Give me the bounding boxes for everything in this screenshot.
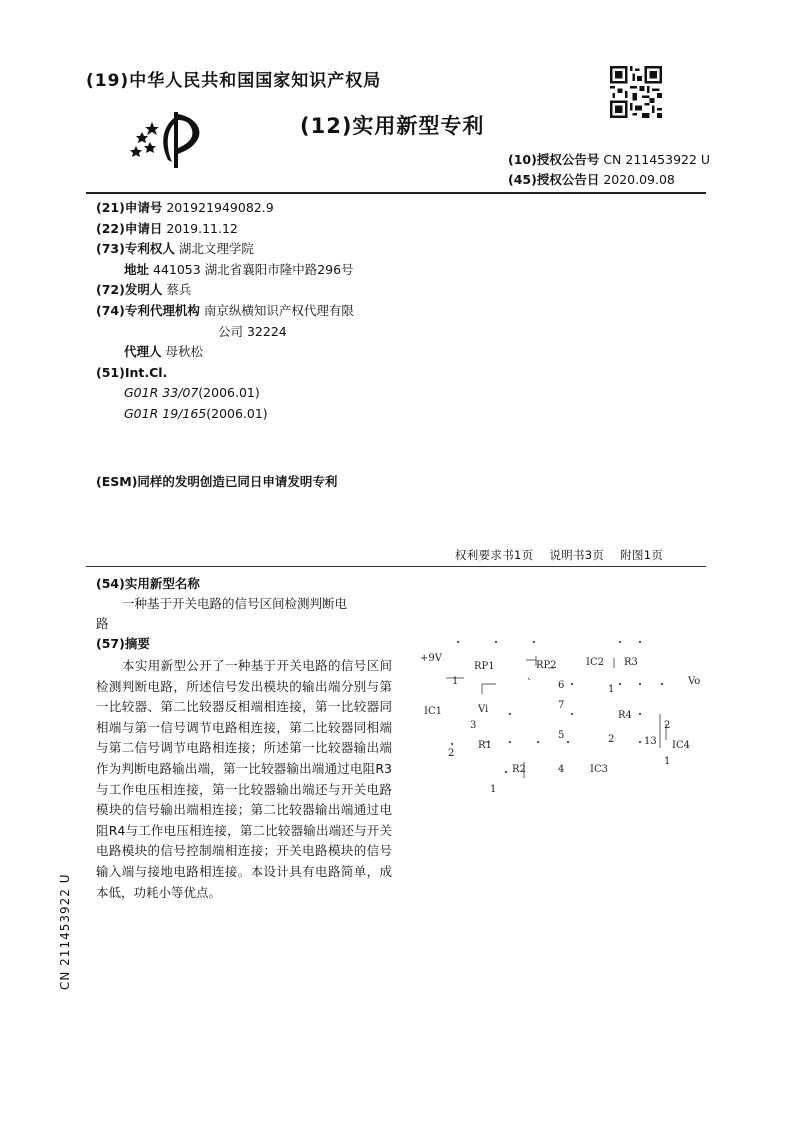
cnipa-logo [130,108,210,172]
pub-date: 2020.09.08 [603,172,675,187]
issuing-office: (19)中华人民共和国国家知识产权局 [86,71,382,91]
abstract-paragraph: 本实用新型公开了一种基于开关电路的信号区间检测判断电路，所述信号发出模块的输出端分别与第一比较器、第二比较器反相端相连接，第一比较器同相端与第一信号调节电路相连接，第二比较器同相端与第二信号调节电路相连接；所述第一比较器输出端作为判断电路输出端，第一比较器输出端通过电阻R3与工作电压相连接，第一比较器输出端还与开关电路模块的信号输出端相连接；第二比较器输出端通过电阻R4与工作电压相连接，第二比较器输出端还与开关电路模块的信号控制端相连接；开关电路模块的信号输入端与接地电路相连接。本设计具有电路简单，成本低，功耗小等优点。 [96,658,392,900]
label-rp2: RP2 [536,660,557,671]
label-n2-b: 2 [608,734,615,745]
abstract-text [96,656,392,903]
address-label: 地址 [124,261,150,277]
address: 441053 湖北省襄阳市隆中路296号 [153,261,354,277]
agent: 母秋松 [165,344,204,360]
label-n13: 13 [644,736,657,747]
publication-info [508,150,710,190]
label-r1: R1 [478,740,492,751]
label-r4: R4 [618,710,632,721]
label-n7: 7 [558,700,565,711]
patentee-label: (73)专利权人 [96,241,175,257]
ipc-entry: G01R 33/07(2006.01) [124,385,260,401]
pub-no-label: (10)授权公告号 [508,152,600,167]
intcl-label: (51)Int.Cl. [96,364,168,380]
inventor: 蔡兵 [166,282,192,298]
label-r2: R2 [512,764,526,775]
agency-label: (74)专利代理机构 [96,302,200,318]
patentee: 湖北文理学院 [178,241,254,257]
label-ic3: IC3 [590,764,608,775]
label-vi: Vi [478,704,489,715]
label-n6: 6 [558,680,565,691]
label-n2-c: 2 [448,748,455,759]
label-ic1: IC1 [424,706,442,717]
agency-line2: 公司 32224 [218,323,287,339]
label-ic2: IC2 [586,657,604,668]
label-n4: 4 [558,764,565,775]
patent-type: (12)实用新型专利 [300,114,485,138]
label-n5: 5 [558,730,565,741]
label-n3: 3 [470,720,477,731]
circuit-diagram [418,632,710,796]
utility-title-line1: 一种基于开关电路的信号区间检测判断电 [122,596,348,611]
description-pages: 说明书3页 [549,548,605,562]
label-ic4: IC4 [672,740,690,751]
label-n1-c: 1 [664,756,671,767]
pub-no: CN 211453922 U [603,152,711,167]
label-r3: R3 [624,657,638,668]
inventor-label: (72)发明人 [96,282,163,298]
title-section [96,574,347,654]
qr-code-icon [610,66,662,118]
sidebar-pub-no: CN 211453922 U [58,873,72,990]
label-n1-d: 1 [490,784,497,795]
label-rp1: RP1 [474,661,495,672]
label-n1-b: 1 [608,684,615,695]
label-v9: +9V [420,653,442,664]
drawings-pages: 附图1页 [620,548,664,562]
app-date: 2019.11.12 [166,220,238,236]
label-n1-a: 1 [452,676,459,687]
app-no: 201921949082.9 [166,200,274,215]
utility-title-line2: 路 [96,616,109,631]
pub-date-label: (45)授权公告日 [508,172,600,187]
claims-pages: 权利要求书1页 [455,548,534,562]
app-no-label: (21)申请号 [96,200,163,215]
agent-label: 代理人 [124,344,162,360]
label-vo: Vo [688,676,701,687]
label-n2-a: 2 [664,720,671,731]
section-divider [86,566,706,567]
abstract-label: (57)摘要 [96,636,150,651]
agency-line1: 南京纵横知识产权代理有限 [203,302,354,318]
header-divider [86,192,706,194]
esm-note: (ESM)同样的发明创造已同日申请发明专利 [96,474,338,489]
bibliographic-data [96,198,496,425]
ipc-entry: G01R 19/165(2006.01) [124,405,268,421]
title-label: (54)实用新型名称 [96,576,200,591]
app-date-label: (22)申请日 [96,220,163,236]
page-counts [455,547,675,563]
